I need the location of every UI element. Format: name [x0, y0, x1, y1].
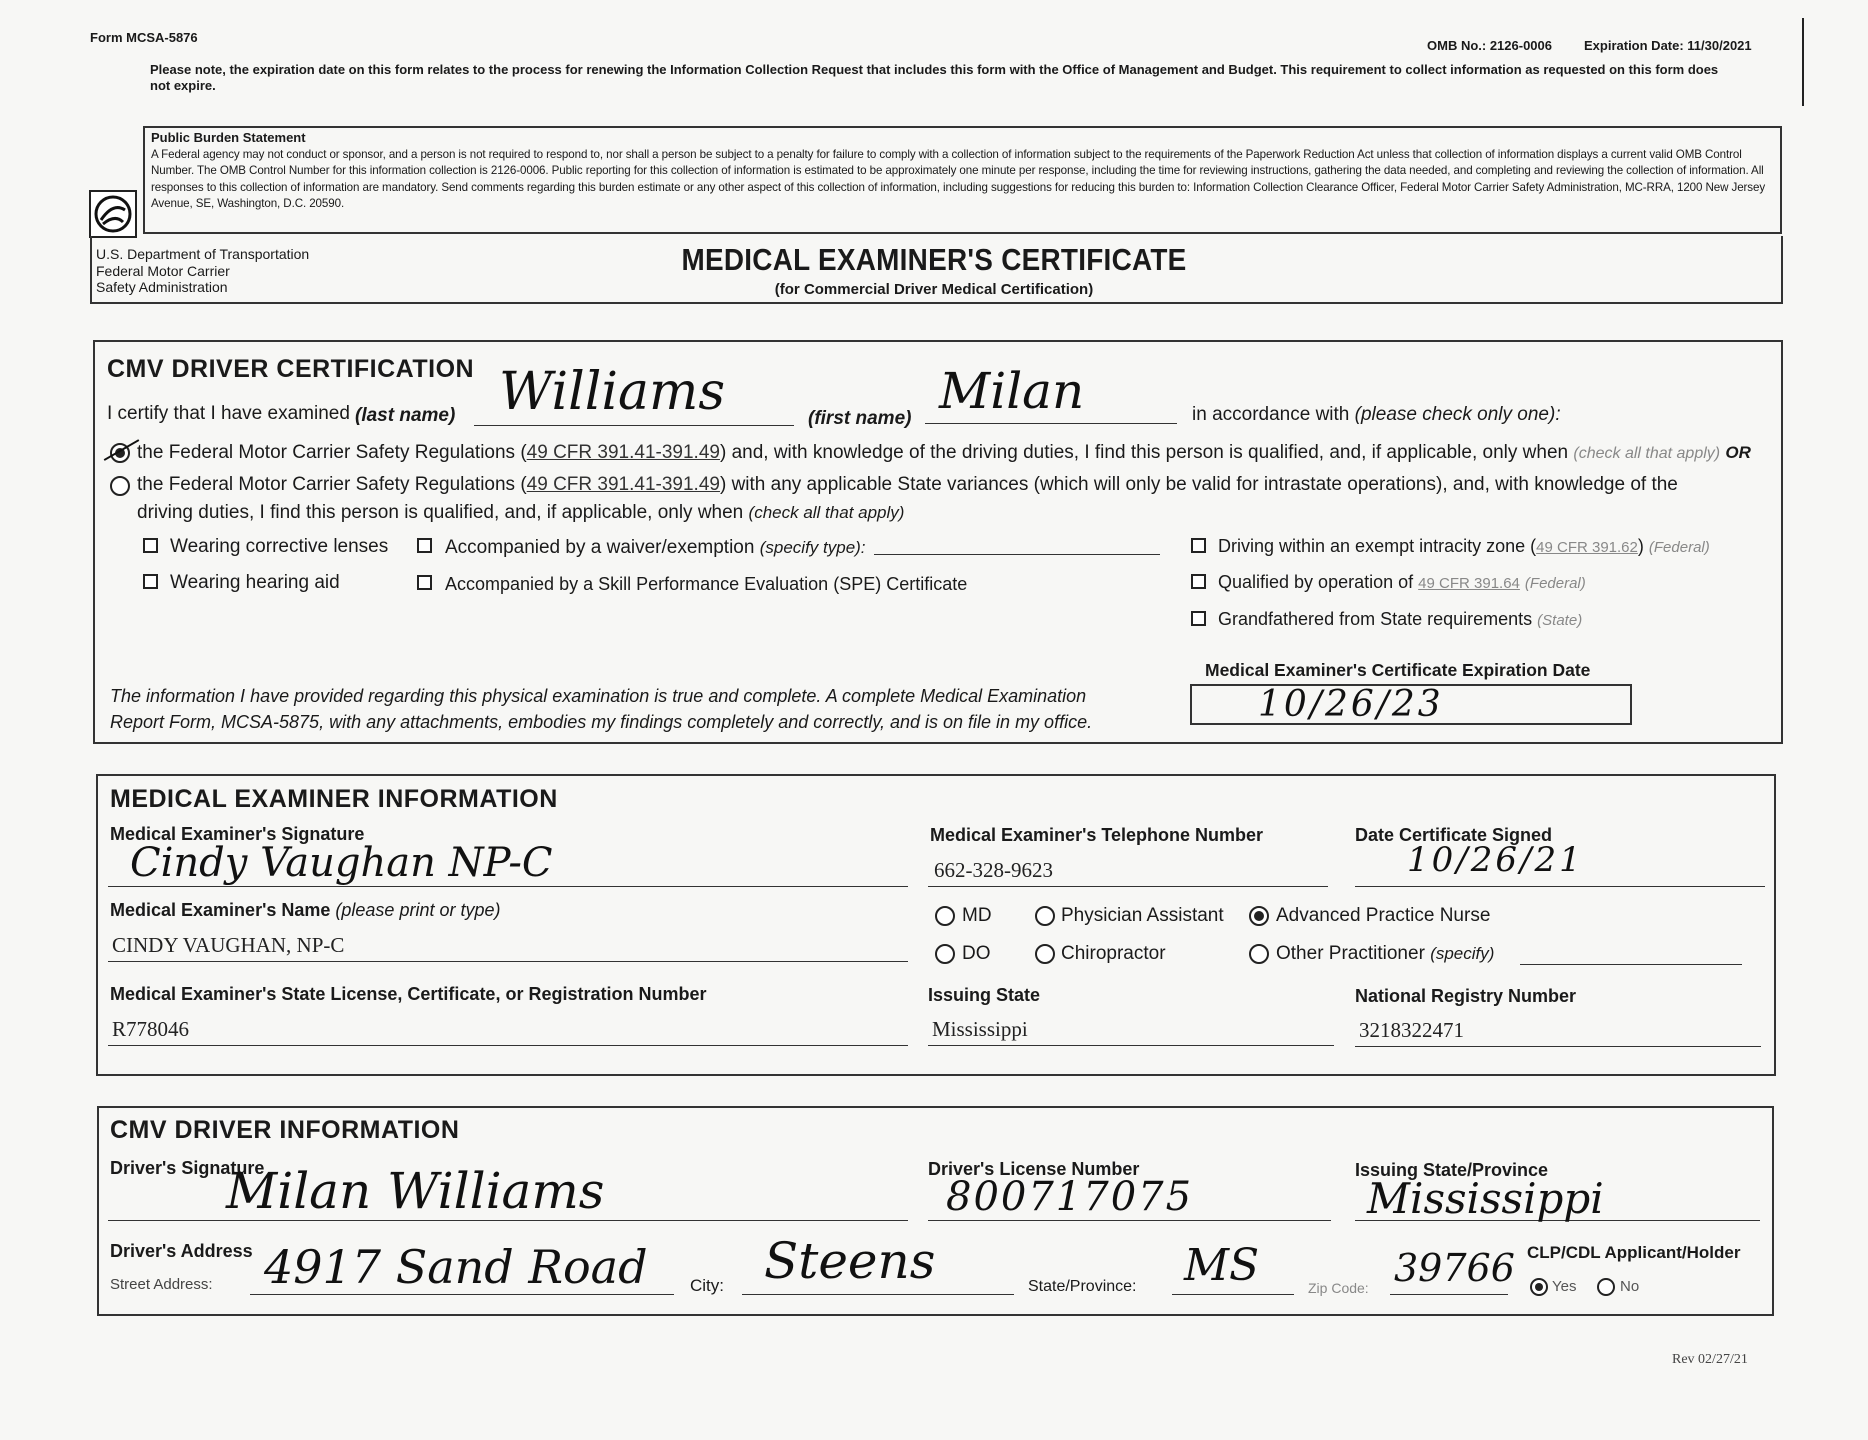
apn-label: Advanced Practice Nurse: [1276, 905, 1491, 926]
federal-regs-option: [137, 442, 1777, 464]
examiner-name-value: CINDY VAUGHAN, NP-C: [112, 933, 345, 957]
issuing-state-field[interactable]: [928, 1008, 1334, 1046]
state-variance-radio[interactable]: [110, 476, 130, 496]
attestation-text: [110, 683, 1092, 735]
burden-statement-box: [143, 126, 1782, 234]
intracity-zone-checkbox[interactable]: [1191, 538, 1206, 553]
hearing-aid-label: Wearing hearing aid: [170, 572, 340, 593]
burden-title: Public Burden Statement: [151, 130, 306, 145]
driver-license-field[interactable]: [928, 1176, 1331, 1221]
agency-line-1: U.S. Department of Transportation: [96, 246, 310, 262]
corrective-lenses-checkbox[interactable]: [143, 538, 158, 553]
examiner-signature-label: Medical Examiner's Signature: [110, 824, 365, 844]
driver-signature-field[interactable]: [108, 1160, 908, 1221]
expiration-note: Please note, the expiration date on this form relates to the process for renewing the Information Collection Request that includes this form with the Office of Management and Budget. This requirement to collect information as requested on this form does not expire.: [150, 62, 1719, 93]
last-name-value: Williams: [499, 362, 726, 422]
grandfathered-text: Grandfathered from State requirements: [1218, 609, 1533, 629]
form-subtitle: (for Commercial Driver Medical Certification): [774, 281, 1094, 298]
street-address-label: Street Address:: [110, 1276, 213, 1293]
clp-cdl-label: CLP/CDL Applicant/Holder: [1527, 1243, 1741, 1262]
waiver-label: [445, 537, 866, 559]
clp-no-label: No: [1620, 1278, 1640, 1295]
opt1-hint: (check all that apply): [1573, 445, 1721, 462]
driver-state-value: Mississippi: [1367, 1174, 1604, 1223]
date-signed-field[interactable]: [1355, 840, 1765, 887]
dot-logo-icon: [89, 190, 137, 238]
driver-license-label: Driver's License Number: [928, 1159, 1140, 1179]
intracity-text: Driving within an exempt intracity zone (: [1218, 536, 1537, 556]
opt1-cfr-link[interactable]: 49 CFR 391.41-391.49: [526, 442, 720, 463]
check-one-hint: (please check only one):: [1354, 404, 1561, 425]
agency-line-3: Safety Administration: [96, 279, 228, 295]
license-number-value: R778046: [112, 1017, 190, 1041]
expiration-date-label: Medical Examiner's Certificate Expiration Date: [1205, 660, 1591, 680]
driver-signature-value: Milan Williams: [226, 1162, 605, 1220]
issuing-state-label: Issuing State: [928, 985, 1041, 1005]
apn-radio[interactable]: [1249, 906, 1269, 926]
opt1-text-a: the Federal Motor Carrier Safety Regulations (: [137, 442, 527, 463]
operation-label: [1218, 572, 1586, 593]
first-name-label: (first name): [808, 408, 912, 429]
grandfathered-label: [1218, 609, 1582, 630]
grandfathered-tag: (State): [1537, 612, 1583, 629]
pa-radio[interactable]: [1035, 906, 1055, 926]
city-label: City:: [690, 1276, 724, 1295]
driver-signature-label: Driver's Signature: [110, 1158, 265, 1178]
edge-mark: [1802, 18, 1804, 106]
expiration-date-field[interactable]: [1190, 684, 1632, 725]
waiver-type-field[interactable]: [874, 540, 1160, 555]
accordance-text: [1192, 404, 1561, 426]
chiropractor-radio[interactable]: [1035, 944, 1055, 964]
spe-label: Accompanied by a Skill Performance Evaluation (SPE) Certificate: [445, 574, 968, 594]
waiver-text: Accompanied by a waiver/exemption: [445, 537, 755, 558]
operation-text: Qualified by operation of: [1218, 572, 1414, 592]
chiropractor-label: Chiropractor: [1061, 943, 1166, 964]
form-title: MEDICAL EXAMINER'S CERTIFICATE: [681, 242, 1187, 277]
state-province-field[interactable]: [1172, 1240, 1294, 1295]
opt2-hint: (check all that apply): [748, 503, 905, 522]
issuing-state-value: Mississippi: [932, 1017, 1028, 1041]
examiner-name-field[interactable]: [108, 925, 908, 962]
intracity-cfr-link[interactable]: 49 CFR 391.62: [1536, 539, 1638, 556]
registry-number-value: 3218322471: [1359, 1018, 1464, 1042]
opt2-cfr-link[interactable]: 49 CFR 391.41-391.49: [526, 474, 720, 495]
examiner-name-hint: (please print or type): [335, 900, 501, 920]
corrective-lenses-label: Wearing corrective lenses: [170, 536, 389, 557]
certify-label: I certify that I have examined: [107, 403, 350, 424]
date-signed-label: Date Certificate Signed: [1355, 825, 1553, 845]
zip-code-label: Zip Code:: [1308, 1280, 1369, 1296]
examiner-phone-field[interactable]: [928, 848, 1328, 887]
opt1-or: OR: [1725, 443, 1751, 462]
form-id: Form MCSA-5876: [90, 30, 198, 45]
driver-state-label: Issuing State/Province: [1355, 1160, 1549, 1180]
examiner-name-label: [110, 900, 500, 921]
first-name-value: Milan: [939, 362, 1085, 420]
street-address-field[interactable]: [250, 1240, 674, 1295]
burden-text: A Federal agency may not conduct or sponsor, and a person is not required to respond to, nor shall a person be subject to a penalty for failure to comply with a collection of information subject to the requirements of the Paperwork Reduction Act unless that collection of information displays a current valid OMB Control Number. The OMB Control Number for this information collection is 2126-0006. Public reporting for this collection of information is estimated to be approximately one minute per response, including the time for reviewing instructions, gathering the data needed, and completing and reviewing the collection of information. All responses to this collection of information are mandatory. Send comments regarding this burden estimate or any other aspect of this collection of information, including suggestions for reducing this burden to: Information Collection Clearance Officer, Federal Motor Carrier Safety Administration, MC-RRA, 1200 New Jersey Avenue, SE, Washington, D.C. 20590.: [151, 148, 1766, 211]
street-address-value: 4917 Sand Road: [264, 1240, 648, 1294]
last-name-label: (last name): [355, 405, 456, 426]
revision-label: Rev 02/27/21: [1672, 1352, 1748, 1367]
state-province-label: State/Province:: [1028, 1278, 1137, 1295]
do-radio[interactable]: [935, 944, 955, 964]
md-label: MD: [962, 905, 992, 926]
clp-yes-label: Yes: [1552, 1278, 1577, 1295]
expiration-date-value: 10/26/23: [1258, 684, 1444, 725]
operation-cfr-link[interactable]: 49 CFR 391.64: [1418, 575, 1520, 592]
clp-yes-radio[interactable]: [1530, 1278, 1548, 1296]
waiver-hint: (specify type):: [759, 538, 866, 557]
license-number-field[interactable]: [108, 1008, 908, 1046]
opt2-text-b: ) with any applicable State variances (which will only be valid for intrastate operations), and, with knowledge of the: [719, 474, 1678, 495]
md-radio[interactable]: [935, 906, 955, 926]
omb-expiration: Expiration Date: 11/30/2021: [1584, 38, 1752, 53]
clp-no-radio[interactable]: [1597, 1278, 1615, 1296]
first-name-field[interactable]: [925, 362, 1177, 424]
driver-certification-heading: CMV DRIVER CERTIFICATION: [107, 355, 475, 383]
examiner-name-text: Medical Examiner's Name: [110, 900, 331, 920]
city-field[interactable]: [742, 1232, 1014, 1295]
other-practitioner-field[interactable]: [1520, 948, 1742, 965]
driver-state-field[interactable]: [1355, 1176, 1760, 1221]
last-name-field[interactable]: [474, 362, 794, 426]
examiner-heading: MEDICAL EXAMINER INFORMATION: [110, 785, 558, 813]
waiver-checkbox[interactable]: [417, 538, 432, 553]
attestation-line-2: Report Form, MCSA-5875, with any attachments, embodies my findings completely and correctly, and is on file in my office.: [110, 712, 1093, 732]
omb-number: OMB No.: 2126-0006: [1427, 38, 1552, 53]
other-practitioner-hint: (specify): [1430, 944, 1495, 963]
hearing-aid-checkbox[interactable]: [143, 574, 158, 589]
driver-license-value: 800717075: [946, 1174, 1194, 1220]
operation-tag: (Federal): [1524, 575, 1586, 592]
opt1-text-b: ) and, with knowledge of the driving duties, I find this person is qualified, and, if applicable, only when: [719, 442, 1569, 463]
state-variance-line-2: [137, 502, 904, 524]
operation-checkbox[interactable]: [1191, 574, 1206, 589]
intracity-tag: (Federal): [1648, 539, 1710, 556]
intracity-close: ): [1637, 536, 1644, 556]
opt2-text-a: the Federal Motor Carrier Safety Regulations (: [137, 474, 527, 495]
registry-number-field[interactable]: [1355, 1008, 1761, 1047]
intracity-zone-label: [1218, 536, 1710, 557]
zip-code-field[interactable]: [1390, 1244, 1515, 1295]
zip-code-value: 39766: [1394, 1246, 1515, 1290]
registry-number-label: National Registry Number: [1355, 986, 1577, 1006]
examiner-signature-value: Cindy Vaughan NP-C: [130, 840, 553, 886]
other-practitioner-radio[interactable]: [1249, 944, 1269, 964]
opt2-text-c: driving duties, I find this person is qualified, and, if applicable, only when: [137, 502, 744, 523]
driver-info-heading: CMV DRIVER INFORMATION: [110, 1116, 460, 1144]
date-signed-value: 10/26/21: [1407, 840, 1584, 880]
license-number-label: Medical Examiner's State License, Certificate, or Registration Number: [110, 984, 707, 1004]
do-label: DO: [962, 943, 991, 964]
state-province-value: MS: [1184, 1240, 1260, 1291]
other-practitioner-label: [1276, 943, 1494, 965]
attestation-line-1: The information I have provided regarding this physical examination is true and complete. A complete Medical Examination: [110, 686, 1087, 706]
accordance-label: in accordance with: [1192, 404, 1350, 425]
examiner-signature-field[interactable]: [108, 840, 908, 887]
examiner-phone-label: Medical Examiner's Telephone Number: [930, 825, 1264, 845]
examiner-phone-value: 662-328-9623: [934, 858, 1053, 882]
grandfathered-checkbox[interactable]: [1191, 611, 1206, 626]
spe-checkbox[interactable]: [417, 575, 432, 590]
city-value: Steens: [764, 1232, 936, 1290]
driver-address-label: Driver's Address: [110, 1241, 253, 1261]
other-practitioner-text: Other Practitioner: [1276, 943, 1425, 964]
agency-line-2: Federal Motor Carrier: [96, 262, 230, 279]
state-variance-option: [137, 474, 1678, 496]
pa-label: Physician Assistant: [1061, 905, 1224, 926]
